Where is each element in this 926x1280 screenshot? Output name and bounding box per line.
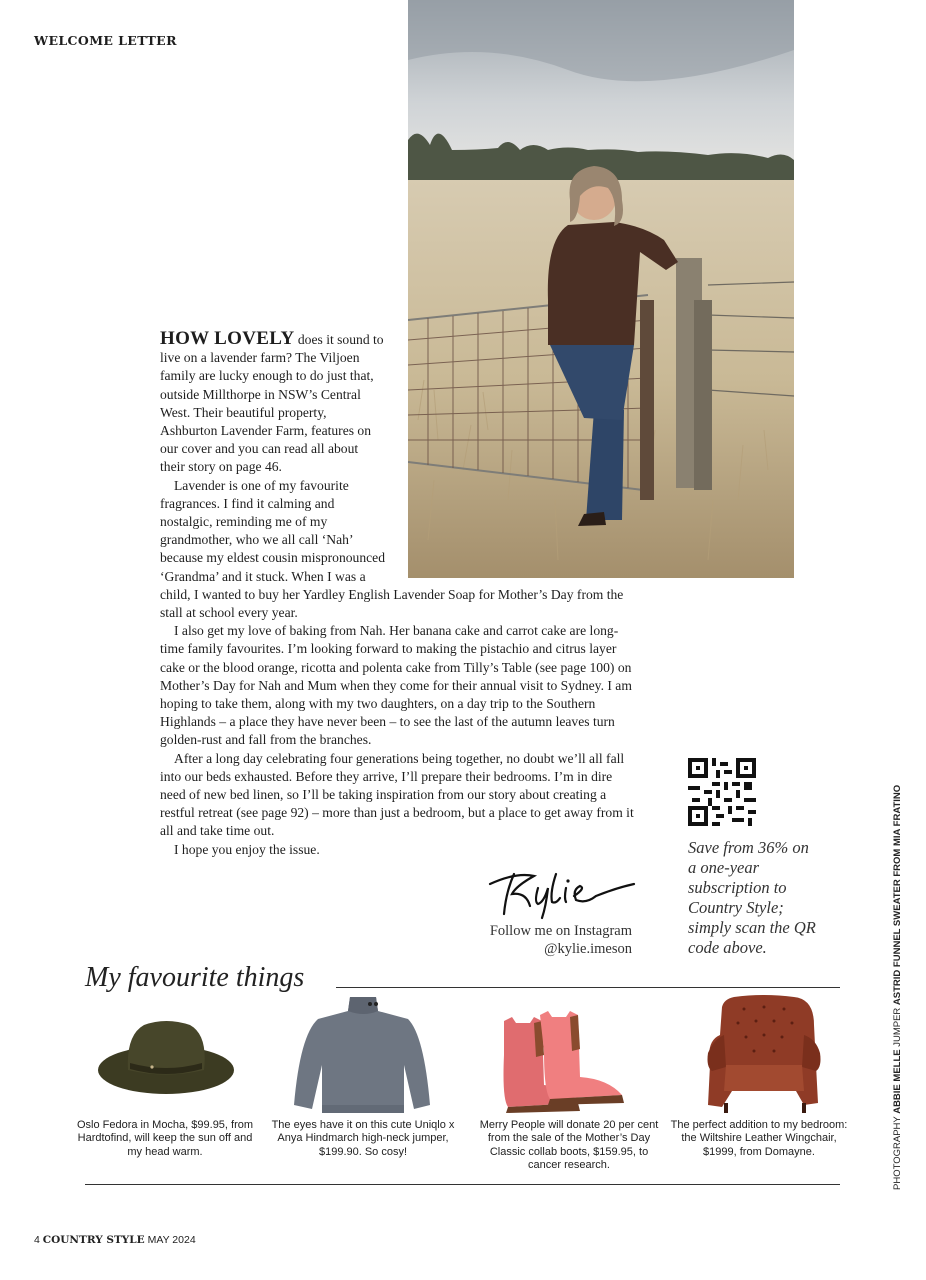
lead-in: HOW LOVELY [160, 328, 295, 349]
letter-paragraph-5: I hope you enjoy the issue. [174, 841, 320, 857]
qr-code-icon[interactable] [688, 758, 756, 826]
jumper-icon [268, 995, 458, 1117]
follow-label: Follow me on Instagram [489, 923, 632, 939]
credit-jumper-label: JUMPER [892, 1007, 903, 1047]
credit-photography-label: PHOTOGRAPHY [892, 1116, 903, 1190]
letter-paragraph-4: After a long day celebrating four generations being together, no doubt we’ll all fall into our beds exhausted. Before they arrive, I’ll prepare their bedrooms. I’m in dire need of new bed linen, so I’ll be taking inspiration from our story about creating a restful retreat (see page 92) – more than just a bedroom, but a place to get away from it all and take time out. [160, 750, 634, 839]
favourite-item-boots [474, 995, 664, 1173]
favourite-caption-jumper: The eyes have it on this cute Uniqlo x Anya Hindmarch high-neck jumper, $199.90. So cosy! [271, 1119, 455, 1158]
favourite-caption-wingchair: The perfect addition to my bedroom: the Wiltshire Leather Wingchair, $1999, from Domayne. [670, 1119, 848, 1158]
credit-photographer: ABBIE MELLE [892, 1049, 903, 1114]
credit-jumper: ASTRID FUNNEL SWEATER FROM MIA FRATINO [892, 784, 903, 1006]
page-number: 4 [34, 1234, 40, 1246]
section-label: WELCOME LETTER [34, 33, 177, 48]
favourite-item-jumper [268, 995, 458, 1159]
instagram-handle[interactable]: @kylie.imeson [544, 941, 632, 957]
signature-strokes [490, 874, 634, 918]
favourites-bottom-rule [85, 1184, 840, 1185]
page-footer [34, 1234, 196, 1246]
letter-paragraph-3: I also get my love of baking from Nah. Her banana cake and carrot cake are long-time family favourites. I’m looking forward to making the pistachio and citrus layer cake or the blood orange, ricotta and polenta cake from Tilly’s Table (see page 100) on Mother’s Day for Nah and Mum when they come for their annual visit to Sydney. I am hoping to take them, along with my two daughters, on a day trip to the Southern Highlands – a place they have never been – to see the last of the autumn leaves turn golden-rust and fall from the branches. [160, 623, 632, 748]
wingchair-icon [664, 995, 854, 1117]
favourites-title: My favourite things [85, 962, 305, 993]
favourite-item-hat [70, 995, 260, 1159]
favourite-caption-hat: Oslo Fedora in Mocha, $99.95, from Hardtofind, will keep the sun off and my head warm. [76, 1119, 254, 1158]
signature [486, 862, 636, 920]
instagram-follow [452, 922, 632, 958]
letter-paragraph-1-text: does it sound to live on a lavender farm? The Viljoen family are lucky enough to do just that, outside Millthorpe in NSW’s Central West. Their beautiful property, Ashburton Lavender Farm, features on our cover and you can read all about their story on page 46. [160, 332, 384, 475]
issue-date: MAY 2024 [147, 1234, 196, 1246]
favourite-item-wingchair [664, 995, 854, 1159]
fedora-hat-icon [70, 995, 260, 1117]
letter-paragraph-2: Lavender is one of my favourite fragrances. I find it calming and nostalgic, reminding me of my grandmother, who we all call ‘Nah’ because my eldest cousin mispronounced ‘Grandma’ and it stuck. When I was a child, I wanted to buy her Yardley English Lavender Soap for Mother’s Day from the stall at school every year. [160, 477, 624, 621]
photo-credit [888, 780, 908, 1190]
subscription-offer: Save from 36% on a one-year subscription to Country Style; simply scan the QR code above. [688, 838, 816, 957]
boots-icon [474, 995, 664, 1117]
magazine-name: COUNTRY STYLE [42, 1234, 145, 1246]
favourites-top-rule [336, 987, 840, 988]
favourite-caption-boots: Merry People will donate 20 per cent from the sale of the Mother’s Day Classic collab boots, $159.95, to cancer research. [479, 1119, 659, 1172]
welcome-letter-body [160, 330, 640, 859]
